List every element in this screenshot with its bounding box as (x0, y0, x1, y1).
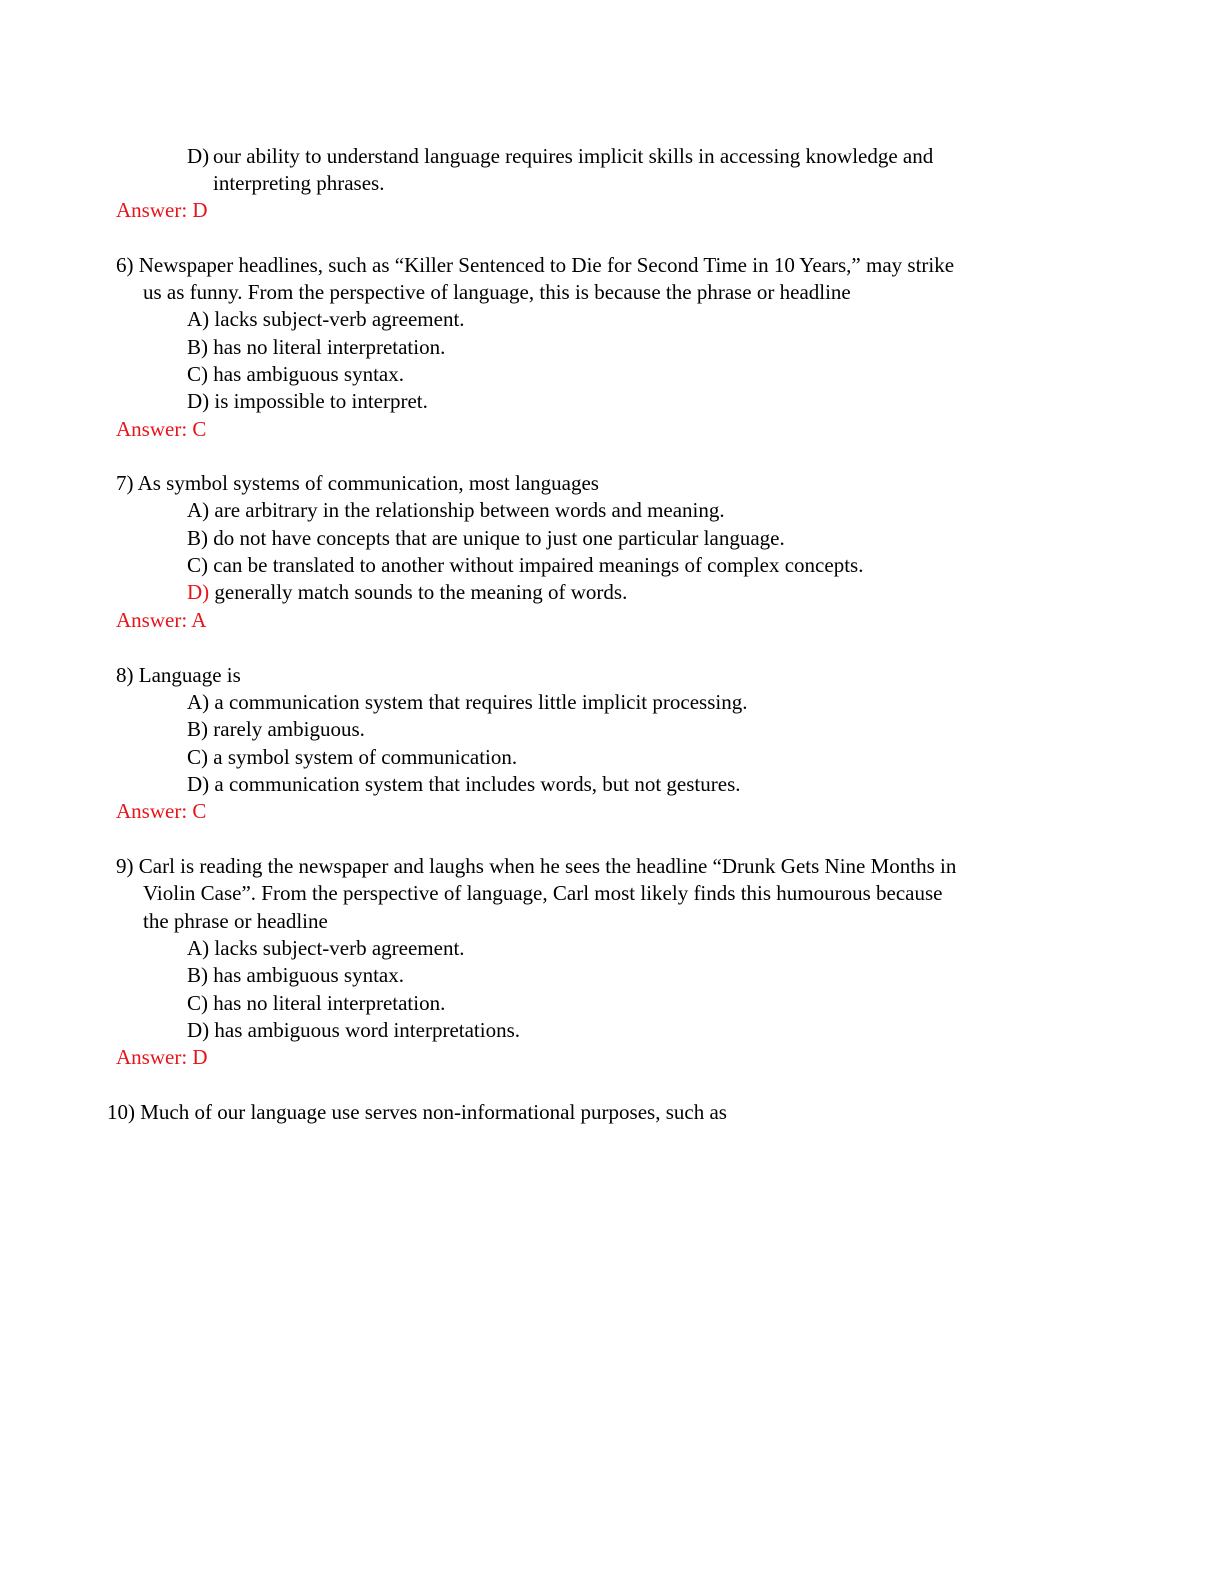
q7-option-d (187, 579, 627, 606)
q6-stem-line1: 6) Newspaper headlines, such as “Killer Sentenced to Die for Second Time in 10 Years,” may strike (116, 253, 955, 277)
q9-stem-line2: Violin Case”. From the perspective of language, Carl most likely finds this humourous because (143, 881, 943, 905)
q9-option-b: B) has ambiguous syntax. (187, 963, 404, 987)
q6-option-c: C) has ambiguous syntax. (187, 362, 404, 386)
q9-stem-line3: the phrase or headline (143, 909, 328, 933)
q9-answer: Answer: D (116, 1045, 208, 1069)
q6-stem-line2: us as funny. From the perspective of language, this is because the phrase or headline (143, 280, 851, 304)
q7-option-b: B) do not have concepts that are unique to just one particular language. (187, 526, 785, 550)
q6-option-b: B) has no literal interpretation. (187, 335, 446, 359)
q8-option-a: A) a communication system that requires little implicit processing. (187, 690, 748, 714)
q8-stem: 8) Language is (116, 663, 241, 687)
q6-option-d: D) is impossible to interpret. (187, 389, 428, 413)
q7-option-d-text: generally match sounds to the meaning of words. (209, 580, 628, 604)
q10-stem: 10) Much of our language use serves non-informational purposes, such as (107, 1100, 727, 1124)
q5-option-d-letter: D) (187, 144, 210, 168)
q7-option-c: C) can be translated to another without impaired meanings of complex concepts. (187, 553, 864, 577)
q7-answer: Answer: A (116, 608, 207, 632)
q7-option-a: A) are arbitrary in the relationship between words and meaning. (187, 498, 725, 522)
q5-answer: Answer: D (116, 198, 208, 222)
q5-option-d-line2: interpreting phrases. (213, 171, 385, 195)
q7-stem: 7) As symbol systems of communication, most languages (116, 471, 599, 495)
q8-option-c: C) a symbol system of communication. (187, 745, 518, 769)
q6-option-a: A) lacks subject-verb agreement. (187, 307, 465, 331)
q5-option-d-line1: our ability to understand language requires implicit skills in accessing knowledge and (213, 144, 934, 168)
q7-option-d-letter: D) (187, 580, 210, 604)
q6-answer: Answer: C (116, 417, 207, 441)
q8-answer: Answer: C (116, 799, 207, 823)
q8-option-b: B) rarely ambiguous. (187, 717, 365, 741)
q9-stem-line1: 9) Carl is reading the newspaper and laughs when he sees the headline “Drunk Gets Nine Months in (116, 854, 957, 878)
q9-option-a: A) lacks subject-verb agreement. (187, 936, 465, 960)
q9-option-d: D) has ambiguous word interpretations. (187, 1018, 521, 1042)
q9-option-c: C) has no literal interpretation. (187, 991, 446, 1015)
q8-option-d: D) a communication system that includes words, but not gestures. (187, 772, 741, 796)
